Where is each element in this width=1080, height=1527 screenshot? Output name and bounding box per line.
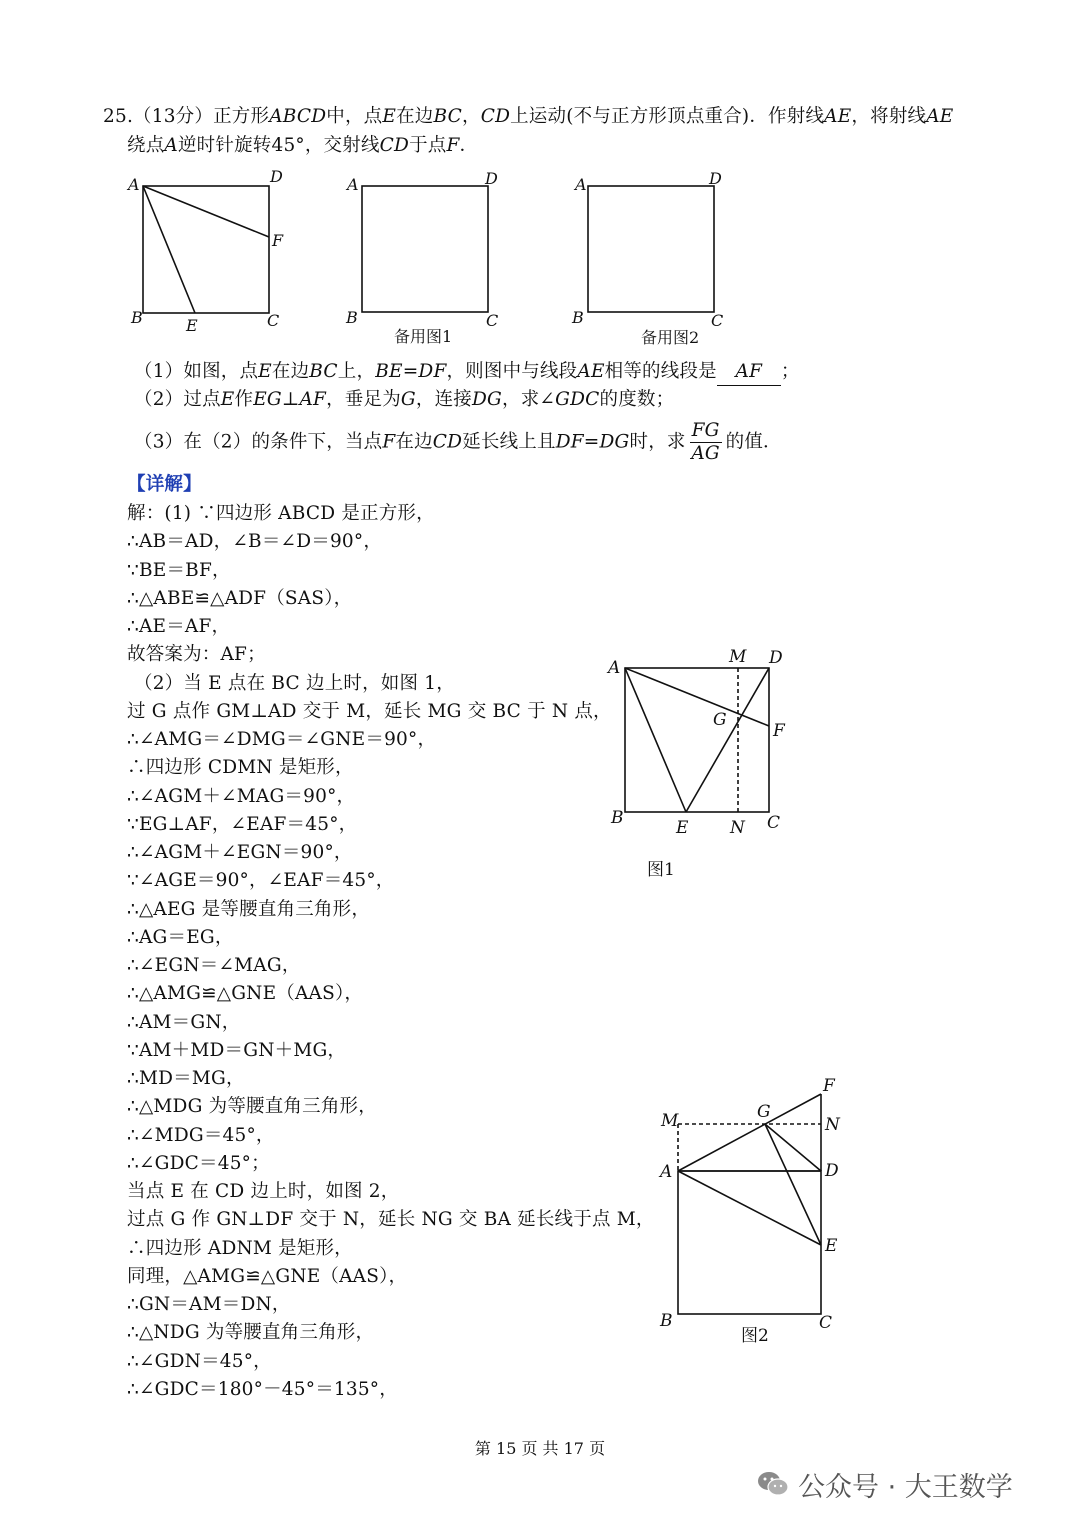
solution-line: 过 G 点作 GM⊥AD 交于 M，延长 MG 交 BC 于 N 点，	[127, 700, 612, 722]
wechat-icon	[756, 1469, 790, 1499]
label-M: M	[729, 647, 747, 667]
fig2-AE	[678, 1171, 821, 1245]
label-E: E	[825, 1236, 838, 1256]
solution-line: ∴四边形 ADNM 是矩形，	[127, 1237, 353, 1259]
solution-line: ∵BE＝BF，	[127, 559, 231, 581]
label-C: C	[767, 813, 781, 833]
solution-line: ∴∠AGM＋∠MAG＝90°，	[127, 785, 356, 807]
solution-line: ∵∠AGE＝90°，∠EAF＝45°，	[127, 870, 395, 892]
solution-line: ∴△AEG 是等腰直角三角形，	[127, 898, 371, 920]
label-C: C	[819, 1313, 833, 1333]
label-A: A	[660, 1162, 673, 1182]
caption-fig1: 图1	[647, 860, 675, 880]
solution-line: ∵EG⊥AF，∠EAF＝45°，	[127, 813, 358, 835]
solution-line: ∴∠AGM＋∠EGN＝90°，	[127, 842, 353, 863]
label-D: D	[485, 169, 498, 188]
label-F: F	[773, 721, 785, 741]
caption-spare2: 备用图2	[641, 328, 700, 347]
label-B: B	[611, 808, 624, 828]
solution-line: ∴四边形 CDMN 是矩形，	[127, 757, 354, 779]
solution-line: ∴GN＝AM＝DN，	[127, 1294, 291, 1315]
label-C: C	[711, 311, 724, 330]
solution-line: ∴∠GDC＝45°；	[127, 1152, 270, 1174]
label-B: B	[572, 308, 584, 327]
page-footer: 第 15 页 共 17 页	[474, 1439, 606, 1458]
label-A: A	[347, 175, 359, 194]
caption-spare1: 备用图1	[394, 327, 453, 346]
solution-line: ∴MD＝MG，	[127, 1068, 245, 1089]
label-B: B	[660, 1311, 673, 1331]
label-D: D	[709, 169, 722, 188]
watermark	[756, 1466, 1013, 1502]
solution-line: ∴∠EGN＝∠MAG，	[127, 955, 301, 976]
label-B: B	[131, 308, 143, 327]
question-1: （1）如图，点E在边BC上，BE=DF，则图中与线段AE相等的线段是 AF ；	[134, 359, 800, 386]
label-F: F	[823, 1076, 835, 1096]
solution-line: 同理，△AMG≌△GNE（AAS），	[127, 1265, 408, 1287]
label-D: D	[769, 648, 783, 668]
fig2-square	[678, 1171, 821, 1314]
fig2-GE	[765, 1124, 821, 1245]
label-E: E	[186, 316, 198, 335]
watermark-text: 公众号 · 大王数学	[798, 1471, 1013, 1503]
question-2: （2）过点E作EG⊥AF，垂足为G，连接DG，求∠GDC的度数；	[134, 389, 675, 410]
answer-blank: AF	[717, 359, 781, 386]
solution-line: ∴AM＝GN，	[127, 1011, 241, 1033]
solution-line: ∴△NDG 为等腰直角三角形，	[127, 1322, 375, 1344]
question-3: （3）在（2）的条件下，当点F在边CD延长线上且DF=DG时，求 $\frac{FG}{AG}$ 的值．	[134, 420, 782, 464]
solution-line: ∴∠AMG＝∠DMG＝∠GNE＝90°，	[127, 729, 437, 750]
label-A: A	[575, 175, 587, 194]
fig2-AF	[678, 1094, 821, 1171]
caption-fig2: 图2	[741, 1326, 769, 1346]
label-G: G	[757, 1102, 771, 1122]
label-M: M	[661, 1111, 679, 1131]
solution-line: 过点 G 作 GN⊥DF 交于 N，延长 NG 交 BA 延长线于点 M，	[127, 1209, 655, 1231]
label-A: A	[128, 175, 140, 194]
label-N: N	[825, 1115, 840, 1135]
solution-line: ∴△AMG≌△GNE（AAS），	[127, 983, 364, 1005]
solution-line: ∴AG＝EG，	[127, 926, 234, 948]
label-C: C	[267, 311, 280, 330]
label-E: E	[676, 818, 689, 838]
fraction-FG-AG: $\frac{FG}{AG}$	[691, 420, 720, 464]
label-G: G	[713, 710, 727, 730]
solution-heading: 【详解】	[127, 474, 202, 495]
solution-line: （2）当 E 点在 BC 边上时，如图 1，	[134, 672, 455, 694]
solution-line: ∴∠GDN＝45°，	[127, 1350, 272, 1372]
label-A: A	[608, 658, 621, 678]
solution-line: 故答案为：AF；	[127, 644, 266, 666]
solution-line: ∴△ABE≌△ADF（SAS），	[127, 587, 353, 609]
fig1-square	[625, 668, 769, 812]
label-D: D	[270, 167, 283, 186]
label-C: C	[486, 311, 499, 330]
problem-line-2: 绕点A逆时针旋转45°，交射线CD于点F．	[127, 135, 479, 156]
solution-line: ∵AM＋MD＝GN＋MG，	[127, 1039, 347, 1061]
problem-line-1: 25.（13分）正方形ABCD中，点E在边BC，CD上运动(不与正方形顶点重合)．作射线AE，将射线AE	[103, 106, 954, 127]
solution-line: ∴AE＝AF，	[127, 616, 231, 637]
fig1-ED	[686, 668, 769, 812]
solution-line: ∴∠MDG＝45°，	[127, 1124, 275, 1146]
figure-1	[606, 647, 786, 880]
solution-line: ∴AB＝AD，∠B＝∠D＝90°，	[127, 531, 383, 553]
label-B: B	[346, 308, 358, 327]
solution-line: 当点 E 在 CD 边上时，如图 2，	[127, 1181, 400, 1202]
solution-line: ∴∠GDC＝180°－45°＝135°，	[127, 1378, 398, 1400]
figure-2	[658, 1076, 841, 1346]
label-F: F	[272, 231, 284, 250]
label-D: D	[825, 1161, 839, 1181]
solution-line: 解：(1) ∵四边形 ABCD 是正方形，	[127, 503, 435, 524]
fig2-GD	[765, 1124, 821, 1171]
label-N: N	[730, 818, 745, 838]
solution-line: ∴△MDG 为等腰直角三角形，	[127, 1096, 377, 1118]
